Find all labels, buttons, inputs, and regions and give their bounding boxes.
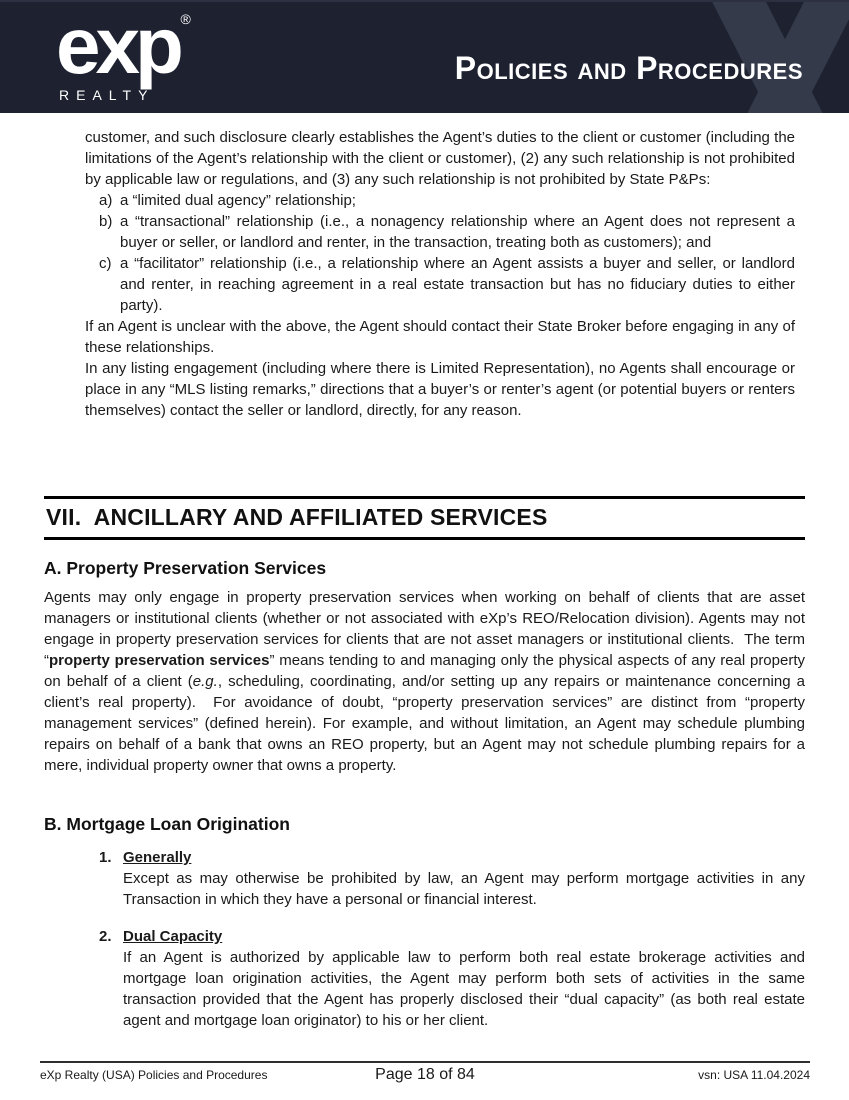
registered-trademark-icon: ® — [180, 11, 191, 27]
list-item-text: a “limited dual agency” relationship; — [120, 192, 356, 209]
item-number: 1. — [99, 849, 112, 866]
italic-term: e.g. — [192, 673, 218, 690]
bold-term: property preservation services — [49, 652, 270, 669]
item-heading: Dual Capacity — [123, 928, 223, 945]
logo-realty-text: REALTY — [59, 87, 155, 103]
list-item — [85, 253, 795, 316]
item-body — [123, 847, 805, 910]
subsection-b-heading: B. Mortgage Loan Origination — [44, 814, 290, 834]
item-number: 2. — [99, 928, 112, 945]
list-item — [85, 190, 795, 211]
footer-page-number: Page 18 of 84 — [375, 1066, 475, 1083]
page-header-band — [0, 0, 849, 113]
paragraph: In any listing engagement (including where there is Limited Representation), no Agents shall encourage or place in any “MLS listing remarks,” directions that a buyer’s or renter’s agent (or potential buyers or renters themselves) contact the seller or landlord, directly, for any reason. — [85, 360, 795, 419]
item-text: Except as may otherwise be prohibited by law, an Agent may perform mortgage activities in any Transaction in which they have a personal or financial interest. — [123, 870, 805, 908]
paragraph: customer, and such disclosure clearly establishes the Agent’s duties to the client or customer (including the limitations of the Agent’s relationship with the client or customer), (2) any such relationship is not prohibited by applicable law or regulations, and (3) any such relationship is not prohibited by State P&Ps: — [85, 129, 795, 188]
relationship-list — [85, 190, 795, 316]
footer-divider — [40, 1061, 810, 1063]
numbered-item — [99, 926, 805, 1031]
document-title: Policies and Procedures — [454, 50, 803, 86]
intro-text-block — [85, 127, 795, 421]
paragraph: If an Agent is unclear with the above, the Agent should contact their State Broker before engaging in any of these relationships. — [85, 318, 795, 356]
section-vii-heading: VII. ANCILLARY AND AFFILIATED SERVICES — [44, 496, 805, 540]
footer-version: vsn: USA 11.04.2024 — [698, 1068, 810, 1082]
paragraph-text: , scheduling, coordinating, and/or setting up any repairs or maintenance concerning a client’s real property). For avoidance of doubt, “property preservation services” are distinct from “property management services” (defined herein). For example, and without limitation, an Agent may schedule plumbing repairs on behalf of a bank that owns an REO property, but an Agent may not schedule plumbing repairs for a mere, individual property owner that owns a property. — [44, 673, 805, 774]
paragraph-text: ” means tending to and managing only the physical aspects of any real property on behalf of a client ( — [44, 652, 805, 690]
list-marker: c) — [99, 255, 112, 272]
item-heading: Generally — [123, 849, 192, 866]
list-item-text: a “facilitator” relationship (i.e., a relationship where an Agent assists a buyer and seller, or landlord and renter, in reaching agreement in a real estate transaction but has no fiduciary duties to either party). — [120, 255, 795, 314]
list-item — [85, 211, 795, 253]
list-marker: b) — [99, 213, 113, 230]
page-footer — [40, 1066, 810, 1084]
subsection-b-list — [99, 847, 805, 1031]
subsection-a-heading: A. Property Preservation Services — [44, 558, 327, 578]
item-body — [123, 926, 805, 1031]
subsection-a-paragraph — [44, 587, 805, 776]
list-marker: a) — [99, 192, 113, 209]
footer-document-name: eXp Realty (USA) Policies and Procedures — [40, 1068, 268, 1082]
exp-realty-logo — [56, 1, 191, 103]
logo-exp-text: exp — [56, 1, 179, 90]
item-text: If an Agent is authorized by applicable law to perform both real estate brokerage activities and mortgage loan origination activities, the Agent may perform both sets of activities in the same transaction provided that the Agent has properly disclosed their “dual capacity” (as both real estate agent and mortgage loan originator) to his or her client. — [123, 949, 805, 1029]
numbered-item — [99, 847, 805, 910]
list-item-text: a “transactional” relationship (i.e., a nonagency relationship where an Agent does not represent a buyer or seller, or landlord and renter, in the transaction, treating both as customers); and — [120, 213, 795, 251]
paragraph-text: Agents may only engage in property preservation services when working on behalf of clients that are asset managers or institutional clients (whether or not associated with eXp’s REO/Relocation division). Agents may not engage in property preservation services for clients that are not asset managers or institutional clients. The term “ — [44, 589, 805, 669]
logo-brand-text — [56, 1, 191, 90]
